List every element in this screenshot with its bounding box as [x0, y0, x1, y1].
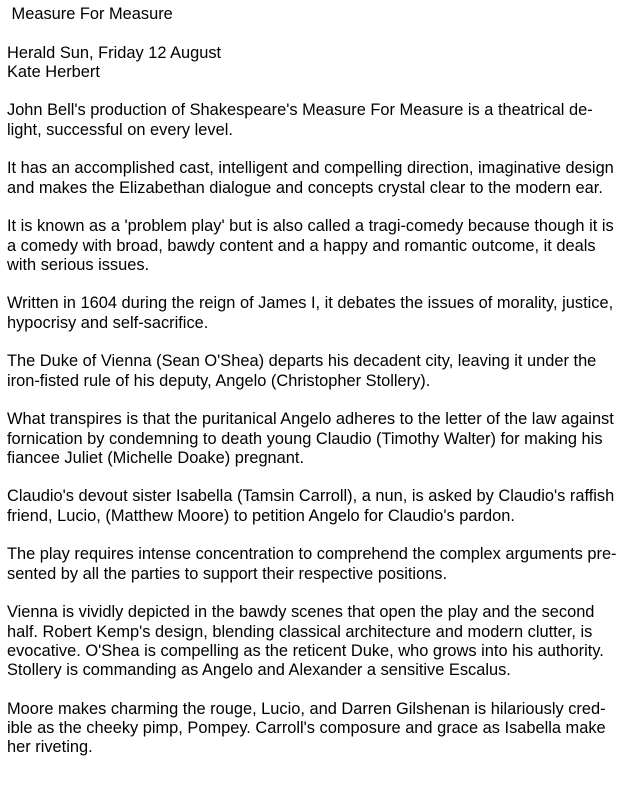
- paragraph-line: evocative. O'Shea is compelling as the reticent Duke, who grows into his authority.: [7, 641, 604, 660]
- paragraph-line: The Duke of Vienna (Sean O'Shea) departs his decadent city, leaving it under the: [7, 352, 597, 371]
- paragraph-3: [7, 217, 614, 275]
- paragraph-line: her riveting.: [7, 738, 93, 757]
- paragraph-line: The play requires intense concentration to comprehend the complex arguments pre-: [7, 545, 617, 564]
- paragraph-line: hypocrisy and self-sacrifice.: [7, 313, 209, 332]
- author-name: Kate Herbert: [7, 62, 100, 81]
- paragraph-line: with serious issues.: [7, 255, 150, 274]
- paragraph-line: ible as the cheeky pimp, Pompey. Carroll's composure and grace as Isabella make: [7, 718, 606, 737]
- spacer: [7, 526, 611, 545]
- paragraph-line: What transpires is that the puritanical Angelo adheres to the letter of the law against: [7, 410, 614, 429]
- paragraph-8: [7, 545, 617, 584]
- paragraph-line: a comedy with broad, bawdy content and a happy and romantic outcome, it deals: [7, 236, 596, 255]
- paragraph-10: [7, 700, 611, 758]
- paragraph-line: fornication by condemning to death young Claudio (Timothy Walter) for making his: [7, 429, 603, 448]
- document-title: Measure For Measure: [7, 5, 173, 23]
- spacer: [7, 584, 611, 603]
- paragraph-2: [7, 159, 614, 198]
- paragraph-line: sented by all the parties to support their respective positions.: [7, 564, 448, 583]
- paragraph-line: It is known as a 'problem play' but is also called a tragi-comedy because though it is: [7, 217, 614, 236]
- paragraph-line: friend, Lucio, (Matthew Moore) to petition Angelo for Claudio's pardon.: [7, 506, 515, 525]
- paragraph-line: iron-fisted rule of his deputy, Angelo (Christopher Stollery).: [7, 371, 431, 390]
- paragraph-4: [7, 294, 614, 333]
- paragraph-line: John Bell's production of Shakespeare's Measure For Measure is a theatrical de-: [7, 101, 593, 120]
- spacer: [7, 198, 611, 217]
- paragraph-line: Vienna is vividly depicted in the bawdy scenes that open the play and the second: [7, 603, 595, 622]
- paragraph-1: [7, 101, 611, 140]
- publication-line: Herald Sun, Friday 12 August: [7, 43, 222, 62]
- paragraph-line: half. Robert Kemp's design, blending classical architecture and modern clutter, is: [7, 622, 593, 641]
- paragraph-5: [7, 352, 611, 391]
- spacer: [7, 140, 611, 159]
- paragraph-line: and makes the Elizabethan dialogue and concepts crystal clear to the modern ear.: [7, 178, 603, 197]
- paragraph-line: Claudio's devout sister Isabella (Tamsin Carroll), a nun, is asked by Claudio's raffish: [7, 487, 615, 506]
- paragraph-line: Moore makes charming the rouge, Lucio, and Darren Gilshenan is hilariously cred-: [7, 699, 606, 718]
- paragraph-line: It has an accomplished cast, intelligent and compelling direction, imaginative design: [7, 159, 614, 178]
- spacer: [7, 82, 611, 101]
- spacer: [7, 680, 611, 699]
- paragraph-7: [7, 487, 615, 526]
- spacer: [7, 275, 611, 294]
- paragraph-9: [7, 603, 611, 680]
- paragraph-line: fiancee Juliet (Michelle Doake) pregnant.: [7, 448, 305, 467]
- paragraph-line: Written in 1604 during the reign of James I, it debates the issues of morality, justice,: [7, 294, 614, 313]
- document-body: [7, 5, 617, 758]
- spacer: [7, 333, 611, 352]
- paragraph-line: Stollery is commanding as Angelo and Alexander a sensitive Escalus.: [7, 661, 511, 680]
- spacer: [7, 468, 611, 487]
- paragraph-line: light, successful on every level.: [7, 120, 233, 139]
- paragraph-6: [7, 410, 614, 468]
- spacer: [7, 24, 611, 43]
- spacer: [7, 391, 611, 410]
